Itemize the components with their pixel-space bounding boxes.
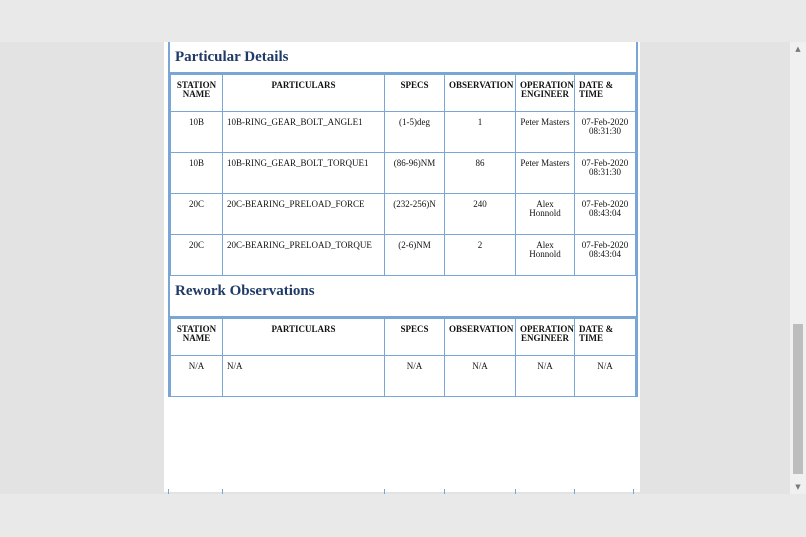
header-station-name: STATION NAME	[171, 319, 223, 356]
report-frame	[168, 42, 638, 397]
cell-observation: 1	[445, 112, 516, 153]
header-specs: SPECS	[385, 75, 445, 112]
cell-date-time: N/A	[575, 356, 636, 397]
table-header-row	[171, 319, 636, 356]
table-row	[171, 112, 636, 153]
table-header-row	[171, 75, 636, 112]
toolbar-area	[0, 0, 806, 42]
cell-observation: N/A	[445, 356, 516, 397]
cell-engineer: Peter Masters	[516, 112, 575, 153]
rework-observations-table	[170, 318, 636, 397]
header-operation-engineer: OPERATION ENGINEER	[516, 319, 575, 356]
cell-engineer: N/A	[516, 356, 575, 397]
cell-date-time: 07-Feb-2020 08:43:04	[575, 235, 636, 276]
section-title-rework-observations: Rework Observations	[170, 276, 636, 318]
table-row	[171, 235, 636, 276]
cell-station: 10B	[171, 112, 223, 153]
header-specs: SPECS	[385, 319, 445, 356]
header-particulars: PARTICULARS	[223, 75, 385, 112]
cell-engineer: Peter Masters	[516, 153, 575, 194]
cell-specs: (2-6)NM	[385, 235, 445, 276]
header-particulars: PARTICULARS	[223, 319, 385, 356]
header-station-name: STATION NAME	[171, 75, 223, 112]
scrollbar-thumb[interactable]	[793, 324, 803, 474]
table-row	[171, 194, 636, 235]
cell-date-time: 07-Feb-2020 08:31:30	[575, 112, 636, 153]
cell-particulars: 20C-BEARING_PRELOAD_TORQUE	[223, 235, 385, 276]
cell-engineer: Alex Honnold	[516, 235, 575, 276]
cell-observation: 240	[445, 194, 516, 235]
header-operation-engineer: OPERATION ENGINEER	[516, 75, 575, 112]
header-date-time: DATE & TIME	[575, 75, 636, 112]
cell-particulars: N/A	[223, 356, 385, 397]
table-row	[171, 356, 636, 397]
table-row	[171, 153, 636, 194]
document-page	[164, 42, 640, 492]
up-arrow-icon[interactable]: ▲	[795, 45, 801, 53]
cell-particulars: 10B-RING_GEAR_BOLT_TORQUE1	[223, 153, 385, 194]
status-area	[0, 494, 806, 537]
cell-specs: N/A	[385, 356, 445, 397]
cell-observation: 2	[445, 235, 516, 276]
cell-specs: (1-5)deg	[385, 112, 445, 153]
cell-station: 10B	[171, 153, 223, 194]
section-title-particular-details: Particular Details	[170, 42, 636, 74]
cell-date-time: 07-Feb-2020 08:43:04	[575, 194, 636, 235]
cell-station: 20C	[171, 194, 223, 235]
header-date-time: DATE & TIME	[575, 319, 636, 356]
cell-observation: 86	[445, 153, 516, 194]
header-observation: OBSERVATION	[445, 75, 516, 112]
vertical-scrollbar[interactable]	[790, 42, 806, 494]
cell-date-time: 07-Feb-2020 08:31:30	[575, 153, 636, 194]
cell-station: N/A	[171, 356, 223, 397]
cell-specs: (232-256)N	[385, 194, 445, 235]
particular-details-table	[170, 74, 636, 276]
cell-station: 20C	[171, 235, 223, 276]
cell-particulars: 20C-BEARING_PRELOAD_FORCE	[223, 194, 385, 235]
cell-engineer: Alex Honnold	[516, 194, 575, 235]
down-arrow-icon[interactable]: ▼	[795, 483, 801, 491]
cell-specs: (86-96)NM	[385, 153, 445, 194]
cell-particulars: 10B-RING_GEAR_BOLT_ANGLE1	[223, 112, 385, 153]
header-observation: OBSERVATION	[445, 319, 516, 356]
